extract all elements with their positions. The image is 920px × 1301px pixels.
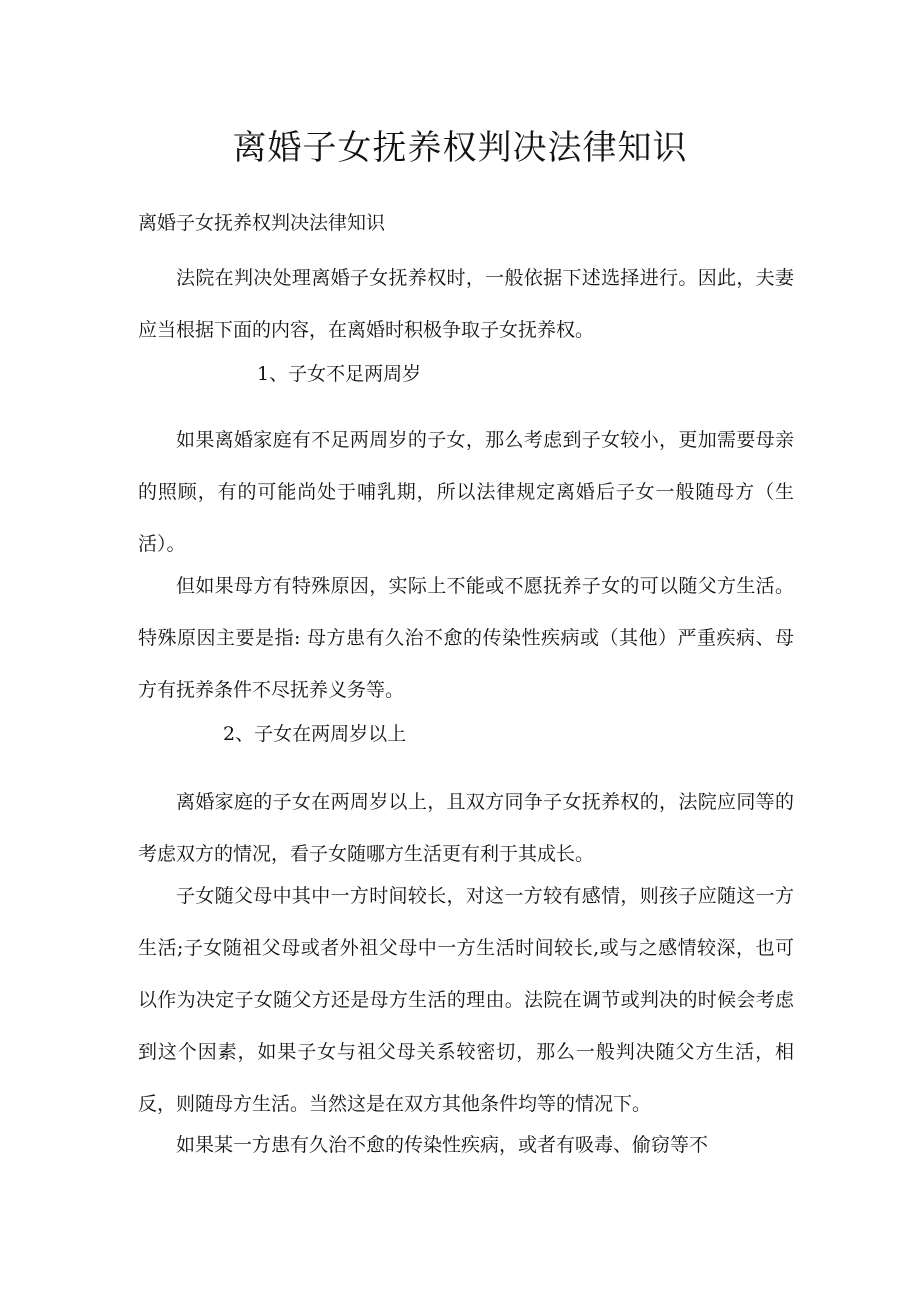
- section-2-paragraph-3: 如果某一方患有久治不愈的传染性疾病，或者有吸毒、偷窃等不: [176, 1134, 709, 1156]
- section-2-paragraph-1: 离婚家庭的子女在两周岁以上，且双方同争子女抚养权的，法院应同等的考虑双方的情况，看子女随哪方生活更有利于其成长。: [138, 791, 794, 865]
- document-subtitle: 离婚子女抚养权判决法律知识: [138, 212, 386, 234]
- section-1-paragraph-2: 但如果母方有特殊原因，实际上不能或不愿抚养子女的可以随父方生活。特殊原因主要是指: 母方患有久治不愈的传染性疾病或（其他）严重疾病、母方有抚养条件不尽抚养义务等。: [138, 575, 794, 701]
- section-1-heading: 1、子女不足两周岁: [257, 363, 422, 385]
- intro-paragraph: 法院在判决处理离婚子女抚养权时，一般依据下述选择进行。因此，夫妻应当根据下面的内容，在离婚时积极争取子女抚养权。: [138, 267, 794, 341]
- document-title: 离婚子女抚养权判决法律知识: [232, 128, 688, 168]
- section-1-paragraph-1: 如果离婚家庭有不足两周岁的子女，那么考虑到子女较小，更加需要母亲的照顾，有的可能尚处于哺乳期，所以法律规定离婚后子女一般随母方（生活）。: [138, 429, 794, 555]
- section-2-heading: 2、子女在两周岁以上: [223, 723, 407, 745]
- section-2-paragraph-2: 子女随父母中其中一方时间较长，对这一方较有感情，则孩子应随这一方生活;子女随祖父母或者外祖父母中一方生活时间较长,或与之感情较深，也可以作为决定子女随父方还是母方生活的理由。法院在调节或判决的时候会考虑到这个因素，如果子女与祖父母关系较密切，那么一般判决随父方生活，相反，则随母方生活。当然这是在双方其他条件均等的情况下。: [138, 885, 794, 1115]
